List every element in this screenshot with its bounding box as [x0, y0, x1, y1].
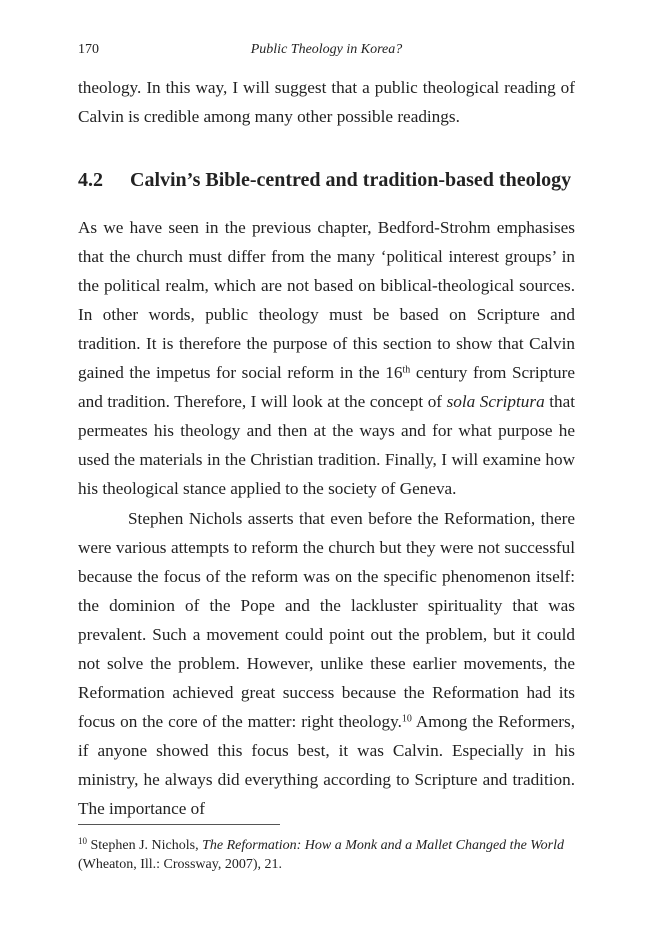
- section-number: 4.2: [78, 169, 103, 191]
- body-paragraph-1: [78, 213, 575, 503]
- footnote-publication: (Wheaton, Ill.: Crossway, 2007), 21.: [78, 857, 282, 872]
- footnote-divider: [78, 824, 280, 825]
- section-heading: [78, 166, 598, 194]
- paragraph-1-part-c: that permeates his theology and then at the ways and for what purpose he used the materials in the Christian tradition. Finally, I will examine how his theological stance applied to the society of Geneva.: [78, 392, 575, 498]
- section-title: Calvin’s Bible-centred and tradition-based theology: [130, 169, 572, 191]
- footnote-author: Stephen J. Nichols,: [87, 838, 203, 853]
- paragraph-1-part-b: century from Scripture and tradition. Therefore, I will look at the concept of: [78, 363, 575, 411]
- body-paragraph-2: [78, 504, 575, 823]
- paragraph-1-part-a: As we have seen in the previous chapter, Bedford-Strohm emphasises that the church must differ from the many ‘political interest groups’ in the political realm, which are not based on biblical-theological sources. In other words, public theology must be based on Scripture and tradition. It is therefore the purpose of this section to show that Calvin gained the impetus for social reform in the 16: [78, 218, 575, 382]
- paragraph-2-part-a: Stephen Nichols asserts that even before the Reformation, there were various attempts to reform the church but they were not successful because the focus of the reform was on the specific phenomenon itself: the dominion of the Pope and the lackluster spirituality that was prevalent. Such a movement could point out the problem, but it could not solve the problem. However, unlike these earlier movements, the Reformation achieved great success because the Reformation had its focus on the core of the matter: right theology.: [78, 509, 575, 731]
- footnote-marker: 10: [78, 836, 87, 847]
- paragraph-2-text: [78, 504, 575, 823]
- paragraph-1-text: [78, 213, 575, 503]
- latin-term: sola Scriptura: [446, 392, 545, 411]
- footnote: [78, 836, 575, 874]
- running-title: Public Theology in Korea?: [250, 42, 403, 57]
- paragraph-2-part-b: Among the Reformers, if anyone showed this focus best, it was Calvin. Especially in his ministry, he always did everything according to Scripture and tradition. The importance of: [78, 712, 575, 818]
- intro-paragraph: [78, 73, 575, 131]
- intro-paragraph-text: theology. In this way, I will suggest that a public theological reading of Calvin is credible among many other possible readings.: [78, 78, 575, 126]
- footnote-reference[interactable]: 10: [401, 713, 412, 725]
- page-number: 170: [78, 42, 99, 57]
- footnote-book-title: The Reformation: How a Monk and a Mallet Changed the World: [202, 838, 565, 853]
- running-header: [78, 42, 575, 60]
- ordinal-superscript: th: [402, 364, 411, 376]
